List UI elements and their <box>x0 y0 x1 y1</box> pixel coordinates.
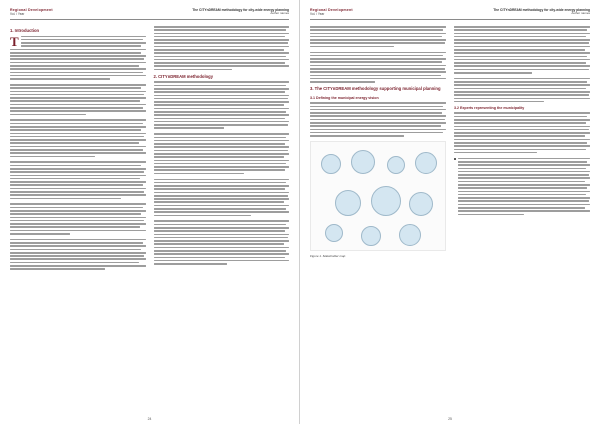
page-number-left: 24 <box>147 417 152 421</box>
right-page-columns <box>310 26 590 418</box>
figure-node <box>335 190 361 216</box>
figure-node <box>351 150 375 174</box>
figure-node <box>387 156 405 174</box>
running-title: The CITYnDREAM methodology for city-wide energy planning <box>192 8 289 12</box>
figure-caption: Figure 1. Stakeholder map <box>310 254 346 259</box>
bullet-icon <box>454 158 456 160</box>
figure-node <box>371 186 401 216</box>
right-column-1 <box>310 26 446 418</box>
section-heading-3: 3. The CITYnDREAM methodology supporting municipal planning <box>310 86 441 92</box>
figure-node <box>399 224 421 246</box>
running-title: The CITYnDREAM methodology for city-wide energy planning <box>493 8 590 12</box>
figure-1 <box>310 141 446 251</box>
left-page-header <box>10 8 289 20</box>
page-number-right: 25 <box>448 417 452 421</box>
section-heading-introduction: 1. Introduction <box>10 28 40 33</box>
figure-node <box>321 154 341 174</box>
subsection-heading-3-1: 3.1 Defining the municipal energy vision <box>310 95 379 100</box>
subsection-heading-2-1: 3.2 Experts representing the municipality <box>454 106 525 111</box>
right-page <box>300 0 600 424</box>
running-authors: Author names <box>571 11 590 16</box>
figure-node <box>361 226 381 246</box>
left-page-columns <box>10 26 289 418</box>
left-column-2 <box>154 26 290 418</box>
right-column-2 <box>454 26 590 418</box>
journal-volume: Vol. / Year <box>310 12 325 17</box>
right-page-header <box>310 8 590 20</box>
journal-volume: Vol. / Year <box>10 12 25 17</box>
figure-node <box>325 224 343 242</box>
figure-node <box>409 192 433 216</box>
figure-node <box>415 152 437 174</box>
left-column-1 <box>10 26 146 418</box>
journal-title: Regional Development <box>10 8 53 12</box>
running-authors: Author names <box>270 11 289 16</box>
dropcap-letter: T <box>10 33 19 49</box>
journal-title: Regional Development <box>310 8 353 12</box>
section-heading-methodology: 2. CITYnDREAM methodology <box>153 73 214 79</box>
bullet-item <box>454 158 590 217</box>
intro-paragraph <box>10 33 146 49</box>
